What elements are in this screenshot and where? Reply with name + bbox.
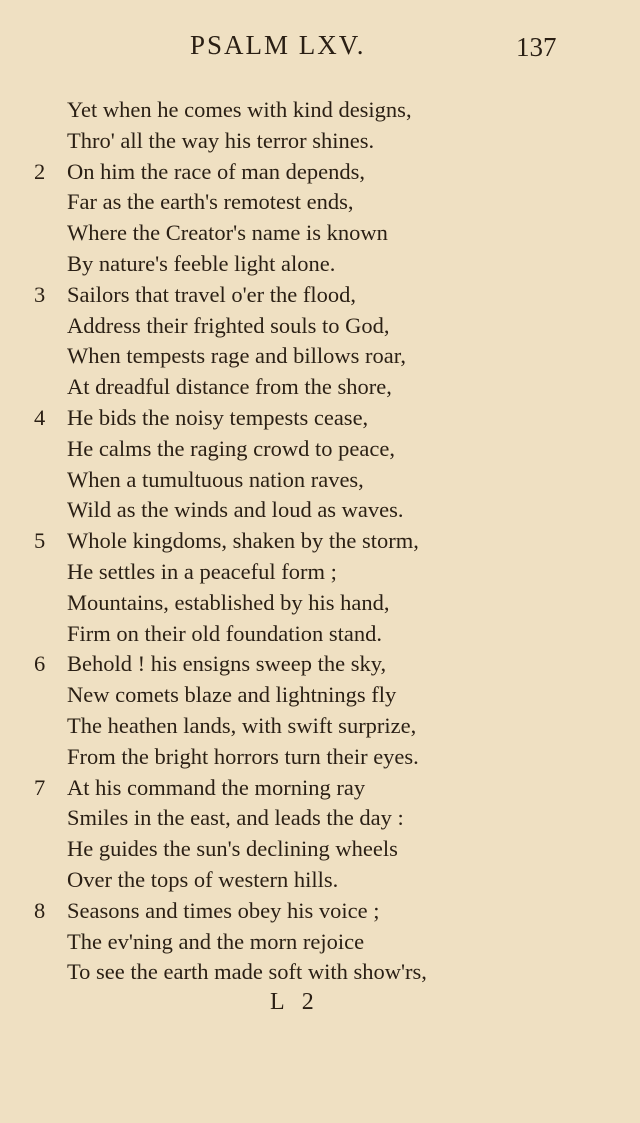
verse-number: 6 <box>34 651 46 677</box>
verse-line-text: The ev'ning and the morn rejoice <box>67 928 365 954</box>
verse-line-text: The heathen lands, with swift surprize, <box>67 712 417 738</box>
verse-line <box>0 834 640 865</box>
verse-line <box>0 434 640 465</box>
verse-number: 8 <box>34 897 46 923</box>
verse-line <box>0 896 640 927</box>
verse-line <box>0 803 640 834</box>
verse-line-text: Behold ! his ensigns sweep the sky, <box>67 651 387 677</box>
verse-line <box>0 957 640 988</box>
verse-line-text: Smiles in the east, and leads the day : <box>67 805 404 831</box>
verse-line-text: Thro' all the way his terror shines. <box>67 127 375 153</box>
verse-number: 5 <box>34 528 46 554</box>
verse-line-text: From the bright horrors turn their eyes. <box>67 743 419 769</box>
verse-line <box>0 249 640 280</box>
verse-line <box>0 588 640 619</box>
verse-line <box>0 280 640 311</box>
verse-line-text: When a tumultuous nation raves, <box>67 466 364 492</box>
signature-mark: L 2 <box>270 989 320 1015</box>
verse-line-text: On him the race of man depends, <box>67 158 366 184</box>
verse-line-text: At dreadful distance from the shore, <box>67 374 392 400</box>
verse-line <box>0 526 640 557</box>
verse-line-text: Mountains, established by his hand, <box>67 589 390 615</box>
verse-line-text: He calms the raging crowd to peace, <box>67 435 395 461</box>
verse-line-text: Seasons and times obey his voice ; <box>67 897 380 923</box>
verse-line <box>0 495 640 526</box>
verse-line <box>0 372 640 403</box>
verse-line-text: When tempests rage and billows roar, <box>67 343 406 369</box>
verse-line-text: Over the tops of western hills. <box>67 866 339 892</box>
verse-line-text: Yet when he comes with kind designs, <box>67 97 412 122</box>
psalm-text <box>0 95 640 988</box>
verse-line-text: Sailors that travel o'er the flood, <box>67 281 356 307</box>
verse-number: 2 <box>34 158 46 184</box>
verse-line <box>0 311 640 342</box>
verse-line <box>0 742 640 773</box>
verse-line <box>0 95 640 126</box>
verse-line-text: To see the earth made soft with show'rs, <box>67 959 427 985</box>
verse-line-text: New comets blaze and lightnings fly <box>67 682 397 708</box>
verse-line <box>0 187 640 218</box>
verse-line <box>0 465 640 496</box>
verse-line <box>0 126 640 157</box>
verse-line-text: By nature's feeble light alone. <box>67 250 336 276</box>
verse-line <box>0 773 640 804</box>
verse-line <box>0 218 640 249</box>
verse-line-text: Wild as the winds and loud as waves. <box>67 497 404 523</box>
verse-line <box>0 865 640 896</box>
verse-line-text: Firm on their old foundation stand. <box>67 620 382 646</box>
verse-line-text: He guides the sun's declining wheels <box>67 836 398 862</box>
verse-line <box>0 557 640 588</box>
page-number: 137 <box>516 32 557 62</box>
verse-line <box>0 157 640 188</box>
verse-line <box>0 711 640 742</box>
verse-line-text: He bids the noisy tempests cease, <box>67 404 369 430</box>
verse-number: 4 <box>34 404 46 430</box>
verse-line-text: Far as the earth's remotest ends, <box>67 189 354 215</box>
verse-number: 7 <box>34 774 46 800</box>
verse-line <box>0 403 640 434</box>
verse-line-text: Where the Creator's name is known <box>67 220 388 246</box>
verse-line-text: Whole kingdoms, shaken by the storm, <box>67 528 419 554</box>
running-head-title: PSALM LXV. <box>190 30 366 60</box>
verse-line <box>0 341 640 372</box>
verse-line <box>0 680 640 711</box>
verse-line-text: Address their frighted souls to God, <box>67 312 390 338</box>
verse-number: 3 <box>34 281 46 307</box>
verse-line-text: At his command the morning ray <box>67 774 366 800</box>
verse-line-text: He settles in a peaceful form ; <box>67 558 337 584</box>
verse-line <box>0 619 640 650</box>
verse-line <box>0 927 640 958</box>
verse-line <box>0 649 640 680</box>
